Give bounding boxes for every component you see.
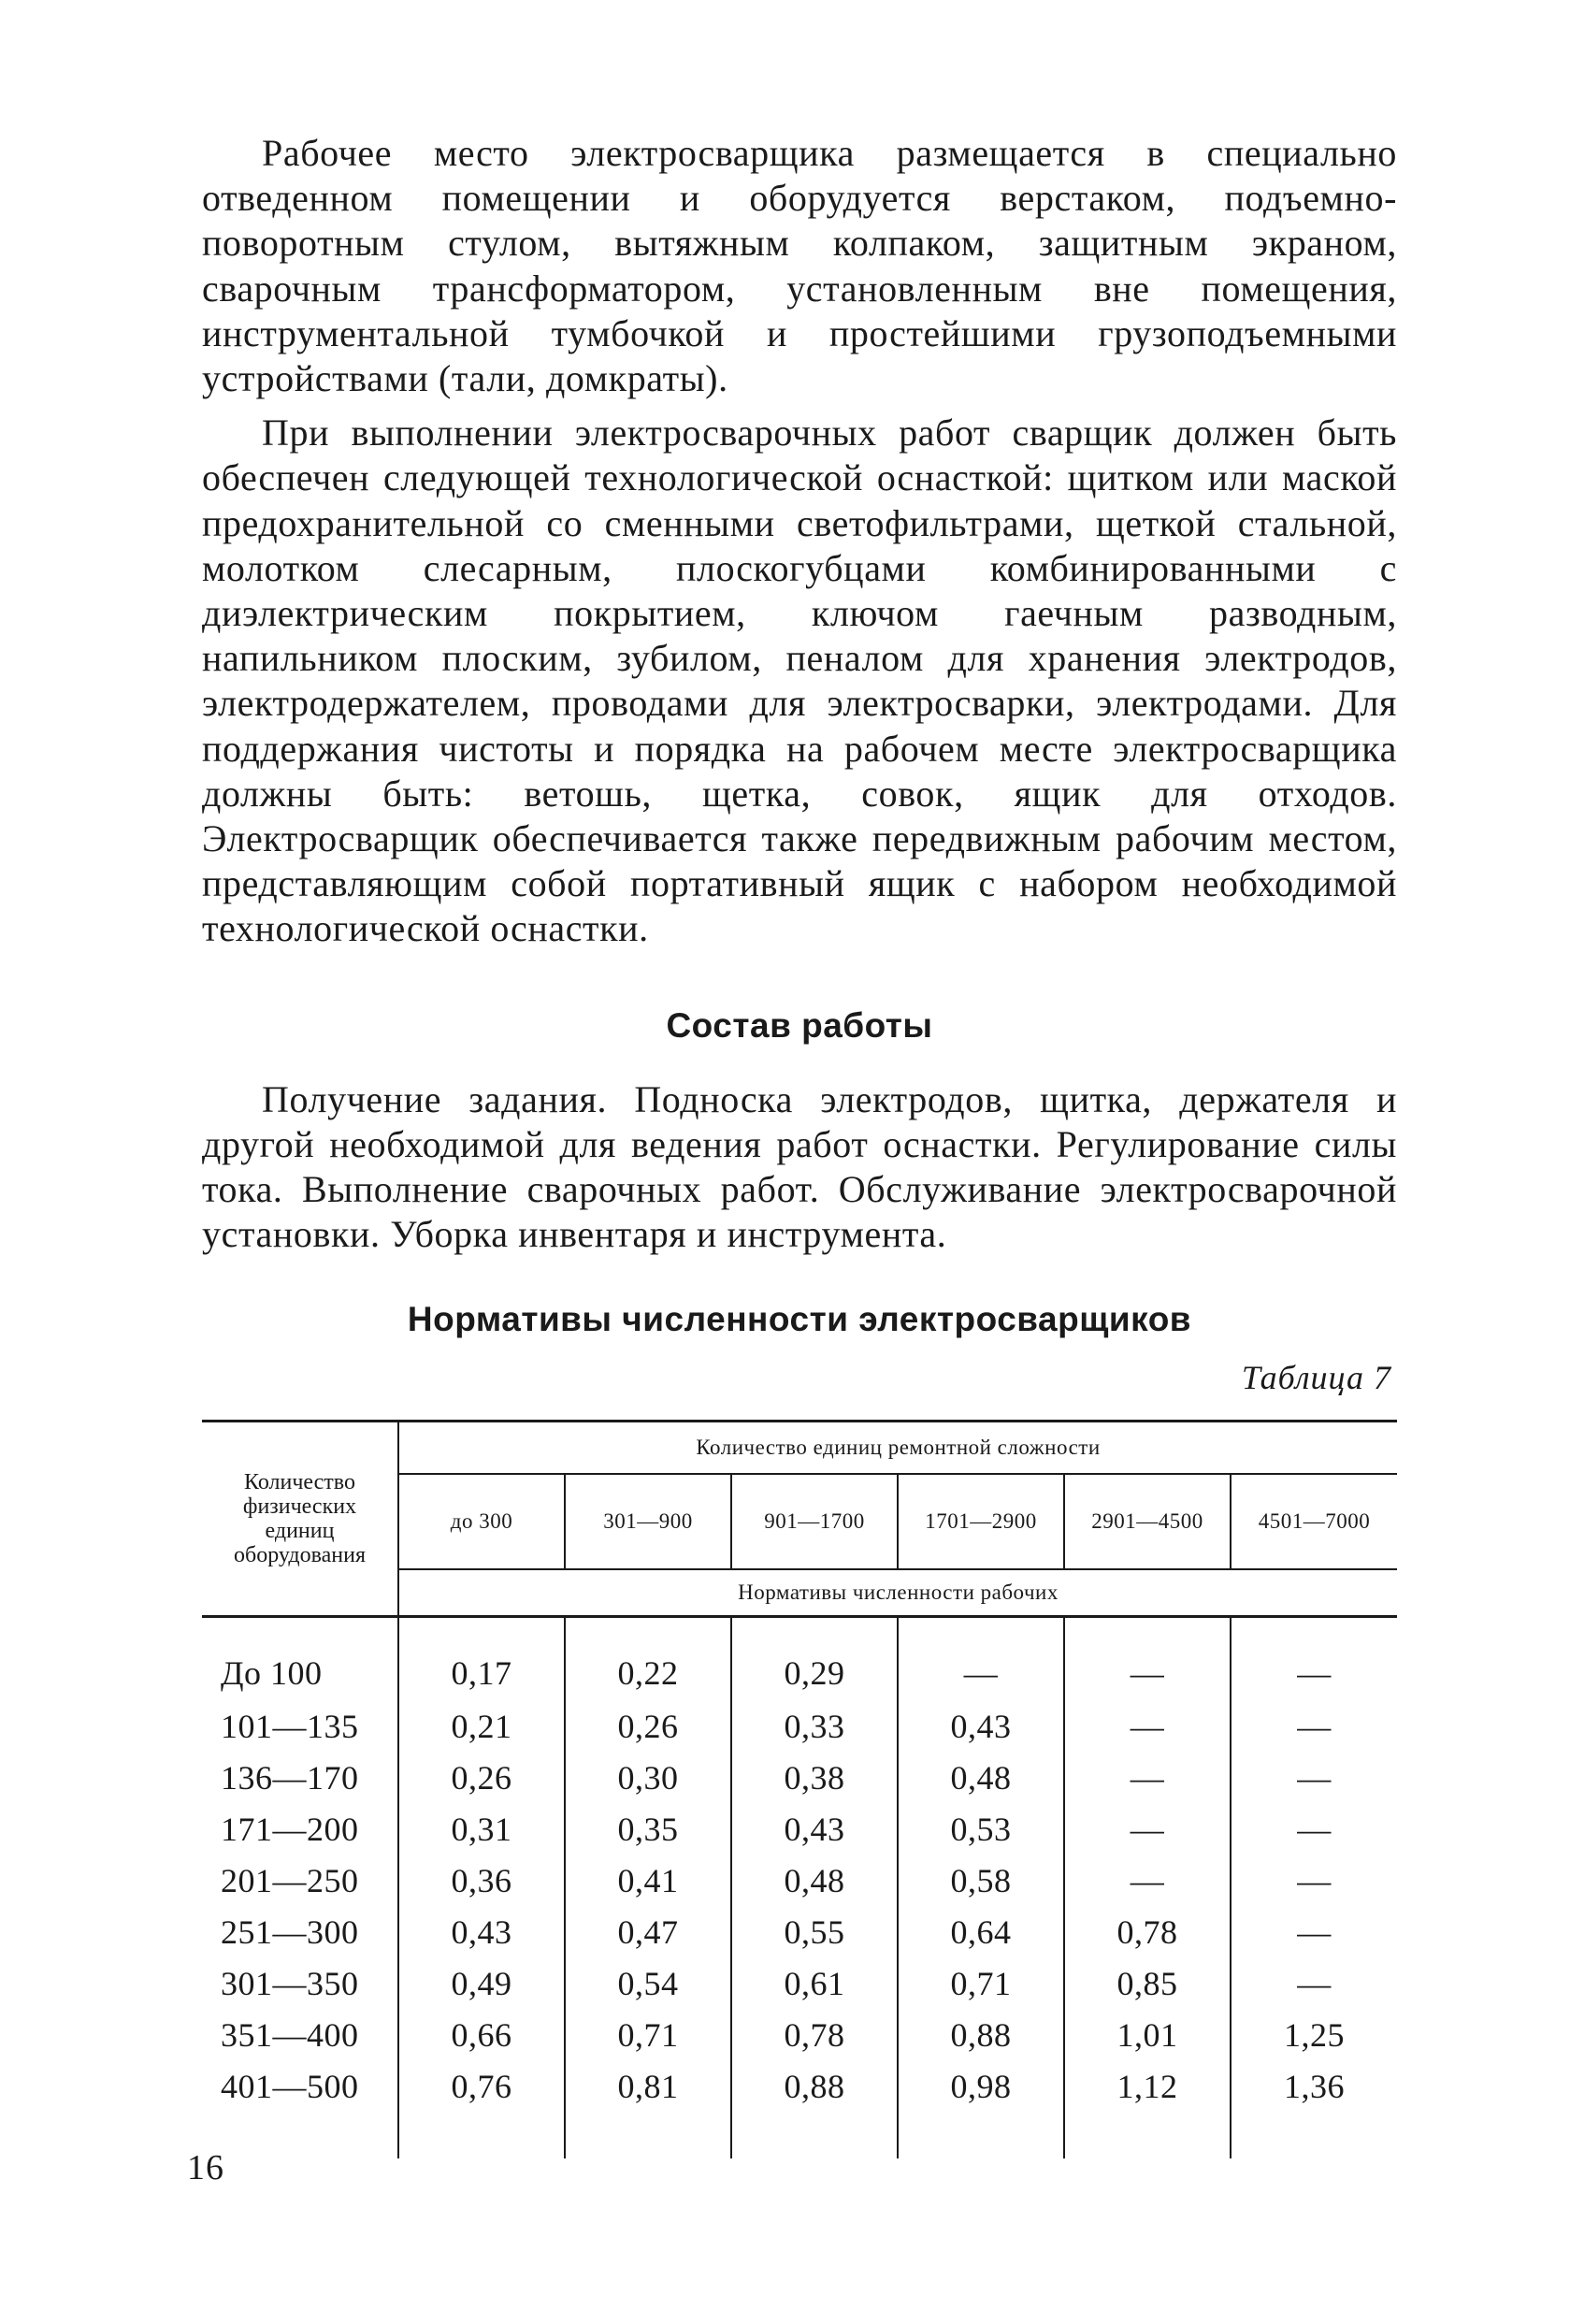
table-cell: — xyxy=(898,1617,1064,1701)
row-label: 251—300 xyxy=(202,1906,398,1957)
row-label: 171—200 xyxy=(202,1803,398,1855)
table-cell-empty xyxy=(398,2112,565,2158)
page-content xyxy=(202,131,1397,2158)
table-cell: 0,55 xyxy=(731,1906,898,1957)
row-label: До 100 xyxy=(202,1617,398,1701)
table-cell: 0,48 xyxy=(898,1752,1064,1803)
table-cell: 0,29 xyxy=(731,1617,898,1701)
table-cell: — xyxy=(1064,1803,1231,1855)
table-cell: 0,47 xyxy=(565,1906,731,1957)
column-header: до 300 xyxy=(398,1474,565,1569)
table-row xyxy=(202,2009,1397,2060)
table-cell: — xyxy=(1297,1861,1332,1899)
table-cell: 0,41 xyxy=(565,1855,731,1906)
table-cell: — xyxy=(1297,1913,1332,1951)
table-cell: 0,54 xyxy=(565,1957,731,2009)
table-cell-empty xyxy=(898,2112,1064,2158)
table-cell-empty xyxy=(731,2112,898,2158)
table-cell: — xyxy=(1297,1810,1332,1848)
table-row xyxy=(202,1752,1397,1803)
table-row xyxy=(202,1617,1397,1701)
column-header: 2901—4500 xyxy=(1064,1474,1231,1569)
table-cell: 0,26 xyxy=(565,1700,731,1752)
table-cell: 0,98 xyxy=(898,2060,1064,2112)
table-cell: — xyxy=(1064,1617,1231,1701)
table-cell: 0,76 xyxy=(398,2060,565,2112)
table-cell: — xyxy=(1064,1700,1231,1752)
section-heading: Состав работы xyxy=(666,1005,933,1045)
table-cell: 0,61 xyxy=(731,1957,898,2009)
table-cell: — xyxy=(1064,1752,1231,1803)
table-cell: 0,36 xyxy=(398,1855,565,1906)
row-label: 201—250 xyxy=(202,1855,398,1906)
table-cell: 1,36 xyxy=(1284,2067,1345,2105)
table-cell: 0,17 xyxy=(398,1617,565,1701)
table-cell: 0,78 xyxy=(1064,1906,1231,1957)
table-cell: 0,49 xyxy=(398,1957,565,2009)
table-row xyxy=(202,1855,1397,1906)
column-header: 901—1700 xyxy=(731,1474,898,1569)
row-label: 301—350 xyxy=(202,1957,398,2009)
row-label: 401—500 xyxy=(202,2060,398,2112)
row-label: 101—135 xyxy=(202,1700,398,1752)
column-header: 301—900 xyxy=(565,1474,731,1569)
table-cell: 0,53 xyxy=(898,1803,1064,1855)
table-row xyxy=(202,1700,1397,1752)
row-label: 351—400 xyxy=(202,2009,398,2060)
table-row xyxy=(202,1957,1397,2009)
page-number: 16 xyxy=(187,2148,224,2187)
table-title: Нормативы численности электросварщиков xyxy=(407,1300,1192,1339)
table-cell: 0,43 xyxy=(398,1906,565,1957)
column-header: 4501—7000 xyxy=(1231,1474,1397,1569)
column-header: 1701—2900 xyxy=(898,1474,1064,1569)
table-row xyxy=(202,1803,1397,1855)
table-cell: 0,85 xyxy=(1064,1957,1231,2009)
table-cell: 0,22 xyxy=(565,1617,731,1701)
table-cell: 0,48 xyxy=(731,1855,898,1906)
table-cell: — xyxy=(1297,1758,1332,1797)
table-cell: 0,78 xyxy=(731,2009,898,2060)
table-cell: 0,43 xyxy=(898,1700,1064,1752)
table-label: Таблица 7 xyxy=(1241,1359,1391,1397)
paragraph-equipment: При выполнении электросварочных работ сварщик должен быть обеспечен следующей технологической оснасткой: щитком или маской предохранительной со сменными светофильтрами, щеткой стальной, молотком слесарным, плоскогубцами комбинированными с диэлектрическим покрытием, ключом гаечным разводным, напильником плоским, зубилом, пеналом для хранения электродов, электродержателем, проводами для электросварки, электродами. Для поддержания чистоты и порядка на рабочем месте электросварщика должны быть: ветошь, щетка, совок, ящик для отходов. Электросварщик обеспечивается также передвижным рабочим местом, представляющим собой портативный ящик с набором необходимой технологической оснастки. xyxy=(202,411,1397,950)
table-row xyxy=(202,1906,1397,1957)
table-cell-empty xyxy=(1064,2112,1231,2158)
table-cell: 0,43 xyxy=(731,1803,898,1855)
table-row-spacer xyxy=(202,2112,1397,2158)
table-cell-empty xyxy=(1231,2112,1397,2158)
table-cell: 1,01 xyxy=(1064,2009,1231,2060)
table-cell: 0,88 xyxy=(731,2060,898,2112)
table-cell: 0,31 xyxy=(398,1803,565,1855)
table-cell: 0,30 xyxy=(565,1752,731,1803)
table-cell: 1,25 xyxy=(1284,2015,1345,2054)
table-cell: 0,58 xyxy=(898,1855,1064,1906)
table-cell: 0,71 xyxy=(565,2009,731,2060)
table-cell: 0,88 xyxy=(898,2009,1064,2060)
table-cell: 0,33 xyxy=(731,1700,898,1752)
table-cell: 0,64 xyxy=(898,1906,1064,1957)
table-row xyxy=(202,2060,1397,2112)
table-cell: 1,12 xyxy=(1064,2060,1231,2112)
equipment-units-header: Количество физических единиц оборудования xyxy=(202,1422,398,1617)
paragraph-workplace: Рабочее место электросварщика размещается в специально отведенном помещении и оборудуется верстаком, подъемно-поворотным стулом, вытяжным колпаком, защитным экраном, сварочным трансформатором, установленным вне помещения, инструментальной тумбочкой и простейшими грузоподъемными устройствами (тали, домкраты). xyxy=(202,132,1397,400)
table-cell: 0,66 xyxy=(398,2009,565,2060)
table-cell: 0,26 xyxy=(398,1752,565,1803)
table-cell: 0,38 xyxy=(731,1752,898,1803)
section-text: Получение задания. Подноска электродов, щитка, держателя и другой необходимой для ведения работ оснастки. Регулирование силы тока. Выполнение сварочных работ. Обслуживание электросварочной установки. Уборка инвентаря и инструмента. xyxy=(202,1077,1397,1256)
table-cell-empty xyxy=(565,2112,731,2158)
row-label: 136—170 xyxy=(202,1752,398,1803)
table-cell: — xyxy=(1064,1855,1231,1906)
table-cell: 0,21 xyxy=(398,1700,565,1752)
norms-table xyxy=(202,1420,1397,2158)
table-cell: 0,71 xyxy=(898,1957,1064,2009)
table-cell: — xyxy=(1297,1707,1332,1745)
table-cell: 0,35 xyxy=(565,1803,731,1855)
table-cell: — xyxy=(1297,1654,1332,1693)
repair-complexity-header: Количество единиц ремонтной сложности xyxy=(398,1422,1397,1475)
workers-norms-header: Нормативы численности рабочих xyxy=(398,1569,1397,1617)
table-cell-empty xyxy=(202,2112,398,2158)
table-cell: — xyxy=(1297,1964,1332,2002)
table-cell: 0,81 xyxy=(565,2060,731,2112)
